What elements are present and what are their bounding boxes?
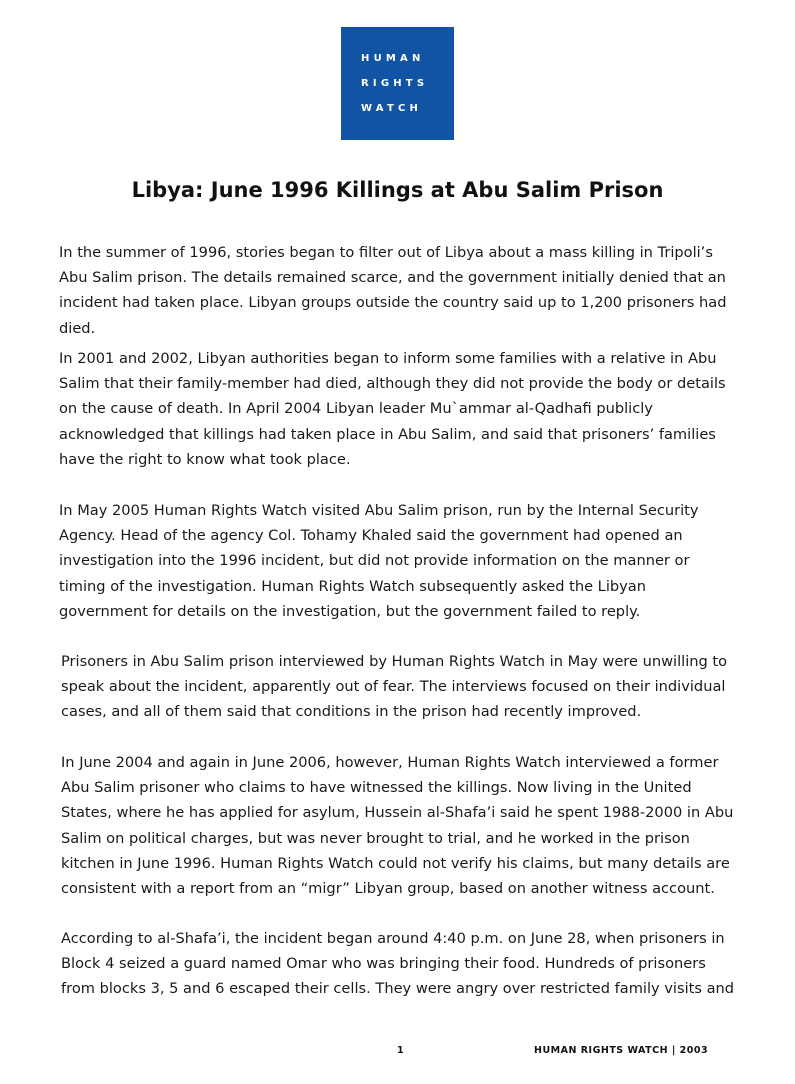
- logo-text-line: HUMAN: [361, 53, 425, 64]
- page-number: 1: [397, 1045, 404, 1056]
- footer-org-year: HUMAN RIGHTS WATCH | 2003: [534, 1045, 709, 1056]
- logo-text-line: RIGHTS: [361, 78, 429, 89]
- body-paragraph: Prisoners in Abu Salim prison interviewed by Human Rights Watch in May were unwilling to speak about the incident, apparently out of fear. The interviews focused on their individual cases, and all of them said that conditions in the prison had recently improved.: [61, 653, 728, 721]
- body-paragraph: In May 2005 Human Rights Watch visited Abu Salim prison, run by the Internal Security Agency. Head of the agency Col. Tohamy Khaled said the government had opened an investigation into the 1996 incident, but did not provide information on the manner or timing of the investigation. Human Rights Watch subsequently asked the Libyan government for details on the investigation, but the government failed to reply.: [59, 502, 699, 620]
- logo-text-line: WATCH: [361, 103, 423, 114]
- hrw-logo: [341, 27, 454, 140]
- body-paragraph: In 2001 and 2002, Libyan authorities began to inform some families with a relative in Abu Salim that their family-member had died, although they did not provide the body or details on the cause of death. In April 2004 Libyan leader Mu`ammar al-Qadhafi publicly acknowledged that killings had taken place in Abu Salim, and said that prisoners’ families have the right to know what took place.: [59, 350, 726, 468]
- document-title: Libya: June 1996 Killings at Abu Salim Prison: [131, 178, 664, 202]
- body-paragraph: According to al-Shafa’i, the incident began around 4:40 p.m. on June 28, when prisoners in Block 4 seized a guard named Omar who was bringing their food. Hundreds of prisoners from blocks 3, 5 and 6 escaped their cells. They were angry over restricted family visits and: [61, 930, 735, 998]
- body-paragraph: In the summer of 1996, stories began to filter out of Libya about a mass killing in Tripoli’s Abu Salim prison. The details remained scarce, and the government initially denied that an incident had taken place. Libyan groups outside the country said up to 1,200 prisoners had died.: [59, 244, 727, 337]
- body-paragraph: In June 2004 and again in June 2006, however, Human Rights Watch interviewed a former Abu Salim prisoner who claims to have witnessed the killings. Now living in the United States, where he has applied for asylum, Hussein al-Shafa’i said he spent 1988-2000 in Abu Salim on political charges, but was never brought to trial, and he worked in the prison kitchen in June 1996. Human Rights Watch could not verify his claims, but many details are consistent with a report from an “migr” Libyan group, based on another witness account.: [61, 754, 734, 898]
